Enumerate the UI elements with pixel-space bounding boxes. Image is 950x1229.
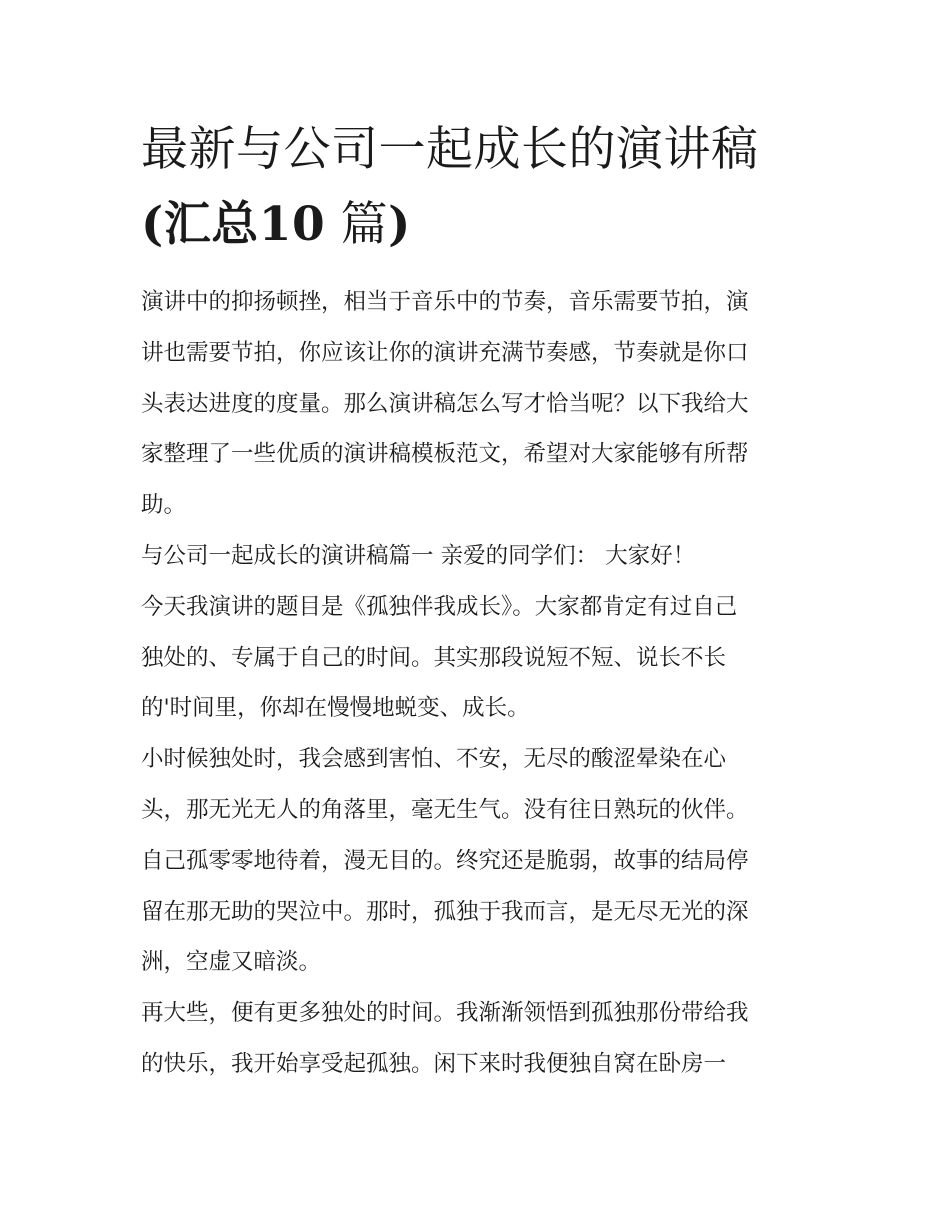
text-line: 今天我演讲的题目是《孤独伴我成长》。大家都肯定有过自己: [141, 593, 738, 620]
text-line: 头，那无光无人的角落里，毫无生气。没有往日熟玩的伙伴。: [141, 796, 749, 823]
text-line: 演讲中的抑扬顿挫，相当于音乐中的节奏，音乐需要节拍，演: [141, 289, 749, 315]
text-line: 自己孤零零地待着，漫无目的。终究还是脆弱，故事的结局停: [141, 847, 749, 874]
text-line: 讲也需要节拍，你应该让你的演讲充满节奏感，节奏就是你口: [141, 339, 749, 366]
title-open-paren: (汇总: [141, 197, 259, 252]
text-line: 洲，空虚又暗淡。: [141, 949, 322, 976]
paragraph-growing-up: [141, 988, 813, 1090]
title-line-2: [141, 187, 813, 262]
document-body: [141, 277, 813, 1090]
text-line: 独处的、专属于自己的时间。其实那段说短不短、说长不长: [141, 644, 727, 671]
text-line: 再大些，便有更多独处的时间。我渐渐领悟到孤独那份带给我: [141, 1000, 749, 1027]
text-line: 小时候独处时，我会感到害怕、不安，无尽的酸涩晕染在心: [141, 746, 727, 773]
paragraph-childhood: [141, 734, 813, 988]
title-close-paren: ): [388, 197, 411, 252]
text-line: 留在那无助的哭泣中。那时，孤独于我而言，是无尽无光的深: [141, 898, 749, 925]
title-count: 10: [258, 197, 326, 252]
paragraph-topic: [141, 582, 813, 734]
paragraph-intro: [141, 277, 813, 531]
text-line: 家整理了一些优质的演讲稿模板范文，希望对大家能够有所帮: [141, 441, 749, 468]
document-page: [141, 112, 813, 1090]
title-line-1: 最新与公司一起成长的演讲稿: [141, 122, 759, 177]
text-line: 头表达进度的度量。那么演讲稿怎么写才恰当呢？以下我给大: [141, 390, 749, 417]
text-line: 与公司一起成长的演讲稿篇一 亲爱的同学们： 大家好！: [141, 542, 696, 569]
title-unit: 篇: [340, 197, 389, 252]
text-line: 的快乐，我开始享受起孤独。闲下来时我便独自窝在卧房一: [141, 1050, 727, 1077]
text-line: 助。: [141, 492, 187, 519]
text-line: 的'时间里，你却在慢慢地蜕变、成长。: [141, 695, 530, 722]
paragraph-greeting: [141, 531, 813, 582]
document-title: [141, 112, 813, 262]
